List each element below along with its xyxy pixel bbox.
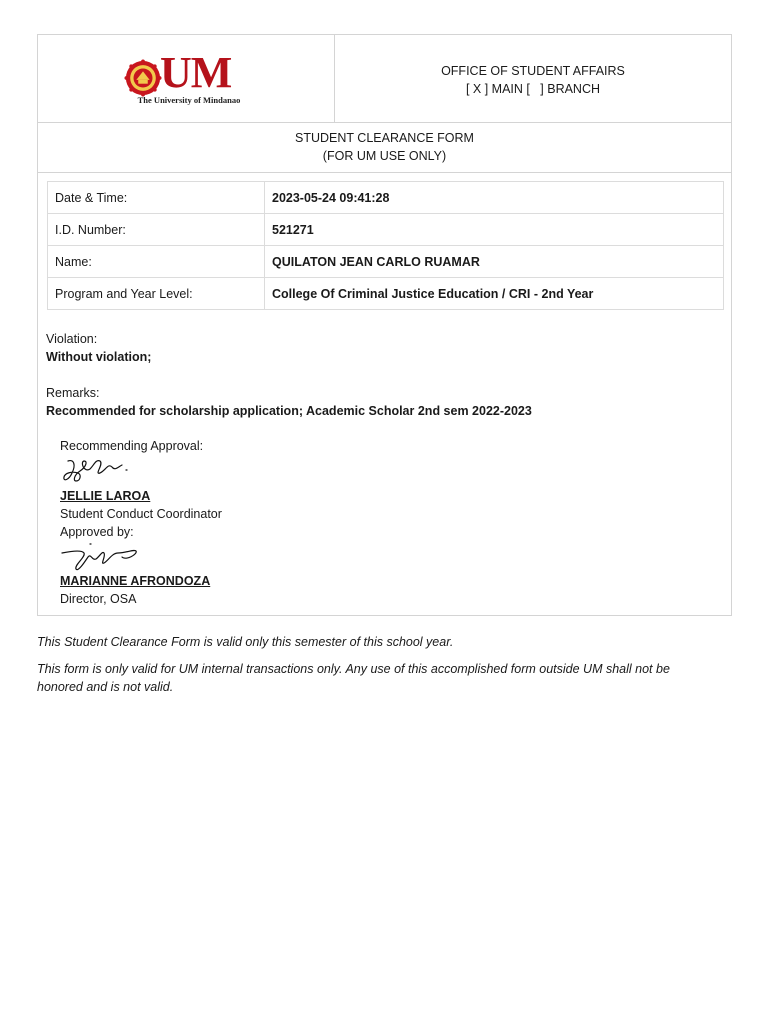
usage-note: This form is only valid for UM internal transactions only. Any use of this accomplished form outside UM shall not be honored and is not valid. xyxy=(37,662,670,694)
um-logo-subtitle: The University of Mindanao xyxy=(137,95,241,105)
info-label: Date & Time: xyxy=(48,182,265,214)
table-row xyxy=(48,214,724,246)
info-label: I.D. Number: xyxy=(48,214,265,246)
form-title: STUDENT CLEARANCE FORM xyxy=(295,131,474,145)
violation-section xyxy=(46,330,151,366)
validity-note: This Student Clearance Form is valid only this semester of this school year. xyxy=(37,635,454,649)
recommending-position: Student Conduct Coordinator xyxy=(60,507,222,521)
student-info-table xyxy=(47,181,724,310)
um-logo-text: UM xyxy=(160,48,232,97)
info-label: Name: xyxy=(48,246,265,278)
info-value-datetime: 2023-05-24 09:41:28 xyxy=(265,182,724,214)
remarks-label: Remarks: xyxy=(46,386,100,400)
clearance-form xyxy=(37,34,732,616)
form-header xyxy=(38,35,731,123)
table-row xyxy=(48,278,724,310)
approved-name: MARIANNE AFRONDOZA xyxy=(60,574,211,588)
table-row xyxy=(48,182,724,214)
office-cell xyxy=(335,35,731,122)
approved-by-label: Approved by: xyxy=(60,525,134,539)
recommending-name: JELLIE LAROA xyxy=(60,489,151,503)
remarks-value: Recommended for scholarship application; Academic Scholar 2nd sem 2022-2023 xyxy=(46,404,532,418)
violation-label: Violation: xyxy=(46,332,98,346)
um-logo xyxy=(124,48,254,107)
recommending-approval-label: Recommending Approval: xyxy=(60,439,204,453)
logo-cell xyxy=(38,35,335,122)
info-value-id-number: 521271 xyxy=(265,214,724,246)
recommending-block xyxy=(60,487,222,541)
office-title: OFFICE OF STUDENT AFFAIRS xyxy=(441,64,625,78)
table-row xyxy=(48,246,724,278)
info-value-name: QUILATON JEAN CARLO RUAMAR xyxy=(265,246,724,278)
violation-value: Without violation; xyxy=(46,350,152,364)
um-seal-icon xyxy=(124,59,162,97)
approved-position: Director, OSA xyxy=(60,592,137,606)
approved-block xyxy=(60,572,210,608)
approved-signature-icon xyxy=(60,541,140,575)
info-value-program: College Of Criminal Justice Education / CRI - 2nd Year xyxy=(265,278,724,310)
recommending-signature-icon xyxy=(60,455,140,489)
remarks-section xyxy=(46,384,532,420)
form-title-band xyxy=(38,123,731,173)
campus-line: [ X ] MAIN [ ] BRANCH xyxy=(465,82,601,96)
info-label: Program and Year Level: xyxy=(48,278,265,310)
form-subtitle: (FOR UM USE ONLY) xyxy=(322,149,447,163)
